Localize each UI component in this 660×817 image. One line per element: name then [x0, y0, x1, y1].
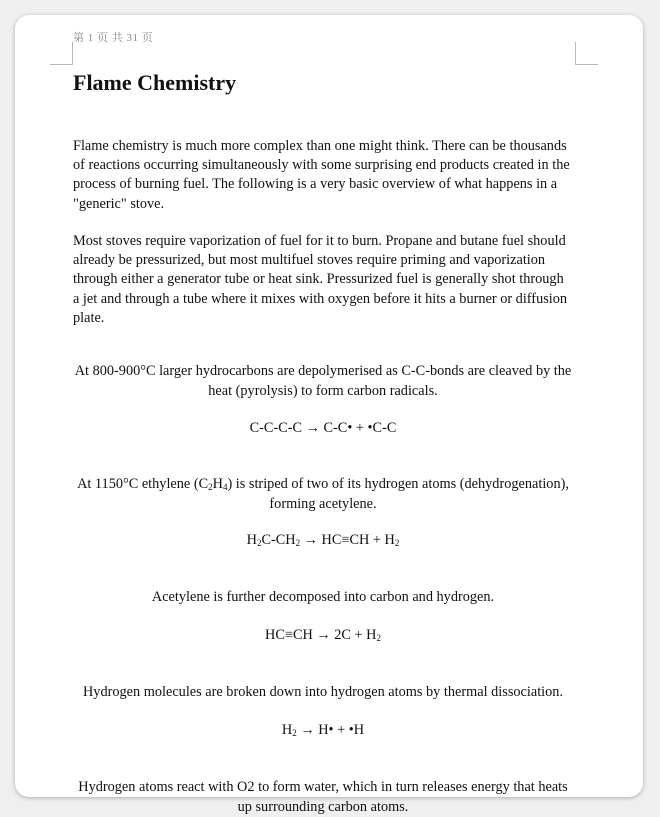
crop-mark-left: [50, 42, 73, 65]
equation-dehydrogenation: $H_2C-CH_2 \to HC\equiv CH + H_2$: [246, 532, 400, 548]
page-counter: 第 1 页 共 31 页: [73, 32, 154, 44]
document-page: [15, 15, 643, 815]
equation-acetylene: $HC\equiv CH \to 2C + H_2$: [265, 627, 381, 643]
vaporization-paragraph: Most stoves require vaporization of fuel for it to burn. Propane and butane fuel should already be pressurized, but most multifuel stoves require priming and vaporization through either a generator tube or heat sink. Pressurized fuel is generally shot through a jet and through a tube where it mixes with oxygen before it hits a burner or diffusion plate.: [73, 233, 568, 326]
equation-pyrolysis: C-C-C-C → C-C• + •C-C: [249, 420, 397, 436]
document-title: Flame Chemistry: [73, 70, 237, 95]
crop-mark-right: [575, 42, 598, 65]
step-acetylene-text: Acetylene is further decomposed into carbon and hydrogen.: [151, 589, 495, 605]
equation-dissociation: $H_2$ → H• + •H: [281, 722, 365, 738]
page-content: [73, 67, 573, 815]
step-dissociation-text: Hydrogen molecules are broken down into hydrogen atoms by thermal dissociation.: [82, 684, 564, 700]
intro-paragraph: Flame chemistry is much more complex than one might think. There can be thousands of reactions occurring simultaneously with some surprising end products created in the process of burning fuel. The following is a very basic overview of what happens in a "generic" stove.: [73, 138, 570, 212]
step-water-text: Hydrogen atoms react with O2 to form water, which in turn releases energy that heats up surrounding carbon atoms.: [78, 779, 568, 815]
step-dehydrogenation-text: At 1150°C ethylene $(C_2H_4)$ is striped of two of its hydrogen atoms (dehydrogenation), forming acetylene.: [77, 476, 569, 512]
step-pyrolysis-text: At 800-900°C larger hydrocarbons are depolymerised as C-C-bonds are cleaved by the heat (pyrolysis) to form carbon radicals.: [74, 363, 572, 399]
